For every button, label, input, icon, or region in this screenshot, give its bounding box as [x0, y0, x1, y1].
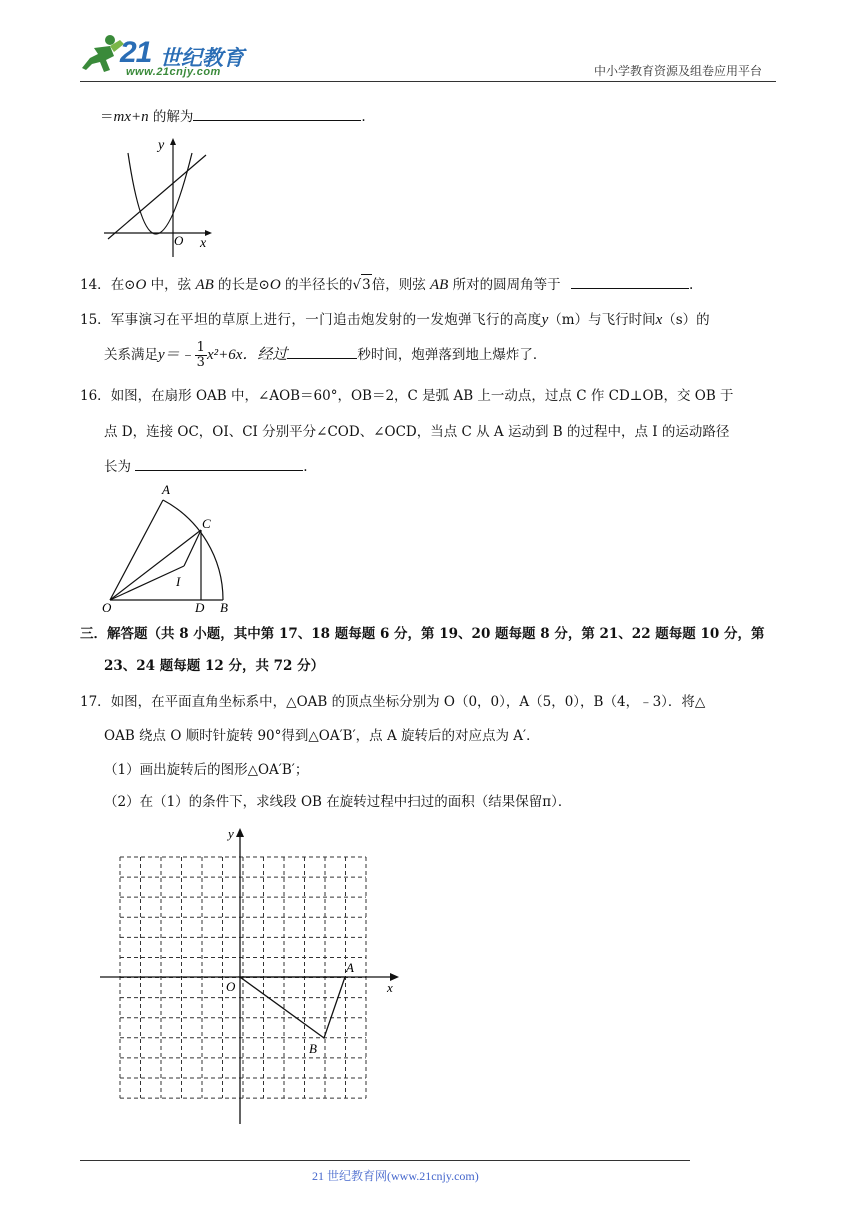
q17-x-label: x [387, 980, 393, 995]
q14: 14．在⊙O 中，弦 AB 的长是⊙O 的半径长的√3倍，则弦 AB 所对的圆周角等于 . [80, 274, 693, 295]
q14-answer-blank[interactable] [571, 274, 689, 289]
q15-answer-blank[interactable] [287, 344, 357, 359]
q15-line1: 15．军事演习在平坦的草原上进行，一门追击炮发射的一发炮弹飞行的高度y（m）与飞行时间x（s）的 [80, 312, 710, 328]
q16-label-O: O [102, 600, 112, 615]
q17-line1: 17．如图，在平面直角坐标系中，△OAB 的顶点坐标分别为 O（0，0），A（5，0），B（4，﹣3）．将△ [80, 694, 706, 710]
q16-label-B: B [220, 600, 228, 615]
q13-answer-blank[interactable] [193, 106, 361, 121]
logo-number: 21 [120, 36, 152, 69]
q17-label-A: A [346, 960, 354, 975]
q16-label-A: A [162, 482, 170, 497]
q16-line2: 点 D，连接 OC，OI、CI 分别平分∠COD、∠OCD，当点 C 从 A 运动到 B 的过程中，点 I 的运动路径 [104, 424, 730, 440]
header-platform-text: 中小学教育资源及组卷应用平台 [594, 64, 763, 78]
q16-label-C: C [202, 516, 211, 531]
q15-fraction: $\frac{1}{3}$ [196, 340, 205, 370]
q13-tail: ＝mx+n 的解为 . [100, 106, 366, 127]
q13-y-label: y [158, 138, 165, 153]
q16-label-I: I [176, 574, 181, 589]
q16-line3: 长为 . [104, 456, 308, 477]
q17-label-O: O [226, 979, 236, 994]
q13-origin-label: O [174, 233, 184, 248]
q16-line1: 16．如图，在扇形 OAB 中，∠AOB＝60°，OB＝2，C 是弧 AB 上一动点，过点 C 作 CD⊥OB，交 OB 于 [80, 388, 734, 404]
q13-x-label: x [200, 236, 207, 251]
section3-heading-line2: 23、24 题每题 12 分，共 72 分） [104, 658, 325, 674]
header-divider [80, 81, 776, 82]
q17-label-B: B [309, 1041, 317, 1056]
q16-sector-figure [100, 482, 240, 617]
q17-coordinate-grid [100, 826, 410, 1128]
q17-y-label: y [228, 826, 234, 841]
logo-url: www.21cnjy.com [126, 66, 221, 78]
footer-divider [80, 1160, 690, 1161]
q16-answer-blank[interactable] [135, 456, 303, 471]
q17-line2: OAB 绕点 O 顺时针旋转 90°得到△OA′B′，点 A 旋转后的对应点为 A′． [104, 728, 540, 744]
header [0, 0, 860, 80]
q17-sub2: （2）在（1）的条件下，求线段 OB 在旋转过程中扫过的面积（结果保留π）． [104, 794, 572, 810]
footer-text: 21 世纪教育网(www.21cnjy.com) [312, 1169, 479, 1183]
sqrt-symbol: √ [352, 277, 362, 293]
q15-line2: 关系满足y＝﹣ $\frac{1}{3}$ x²+6x．经过 秒时间，炮弹落到地上爆炸了． [104, 340, 547, 370]
q13-graph-figure [100, 135, 215, 260]
section3-heading-line1: 三．解答题（共 8 小题，其中第 17、18 题每题 6 分，第 19、20 题每题 8 分，第 21、22 题每题 10 分，第 [80, 626, 765, 642]
q17-sub1: （1）画出旋转后的图形△OA′B′； [104, 762, 309, 778]
logo-text: 世纪教育 [160, 46, 244, 70]
q16-label-D: D [195, 600, 205, 615]
